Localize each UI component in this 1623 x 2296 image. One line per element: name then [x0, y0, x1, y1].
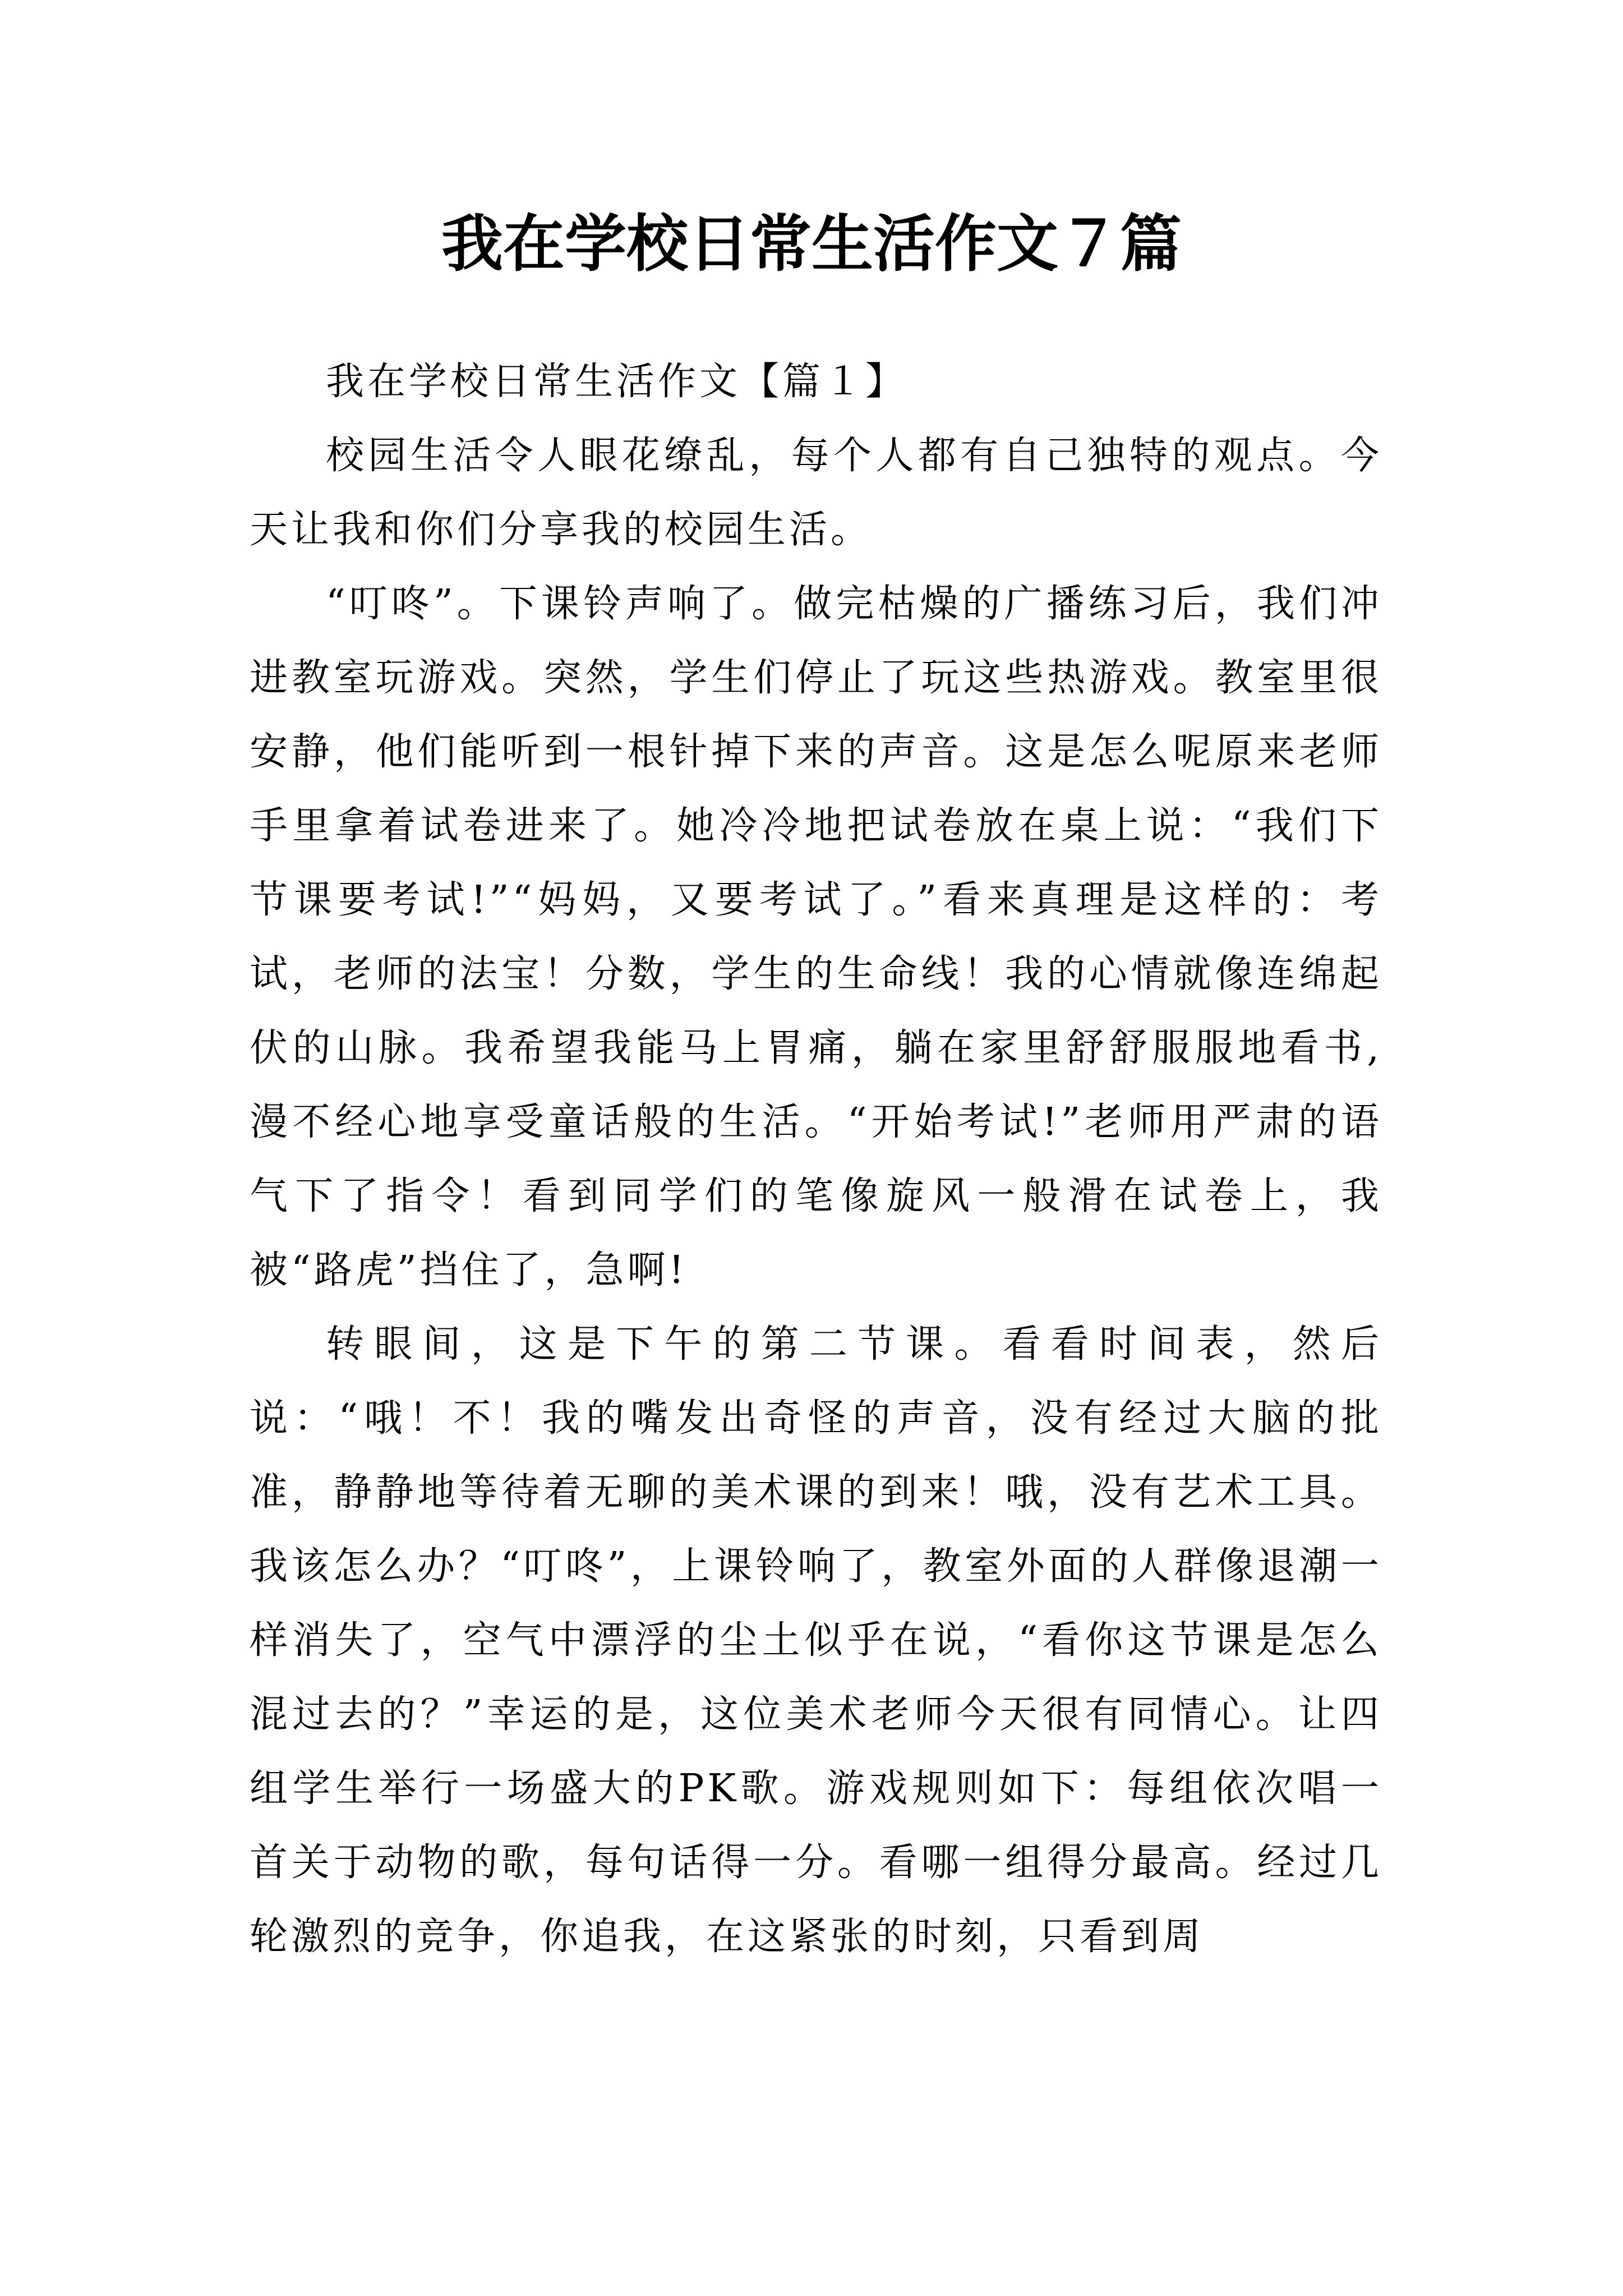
section-heading: 我在学校日常生活作文【篇１】 [326, 360, 907, 404]
document-body [250, 345, 1382, 1974]
paragraph: 转眼间，这是下午的第二节课。看看时间表，然后说：“哦！不！我的嘴发出奇怪的声音，没有经过大脑的批准，静静地等待着无聊的美术课的到来！哦，没有艺术工具。我该怎么办？“叮咚”，上课铃响了，教室外面的人群像退潮一样消失了，空气中漂浮的尘土似乎在说，“看你这节课是怎么混过去的？”幸运的是，这位美术老师今天很有同情心。让四组学生举行一场盛大的PK歌。游戏规则如下：每组依次唱一首关于动物的歌，每句话得一分。看哪一组得分最高。经过几轮激烈的竞争，你追我，在这紧张的时刻，只看到周 [250, 1322, 1382, 1959]
document-title: 我在学校日常生活作文７篇 [441, 208, 1182, 280]
paragraph: 校园生活令人眼花缭乱，每个人都有自己独特的观点。今天让我和你们分享我的校园生活。 [250, 434, 1382, 552]
paragraph: “叮咚”。下课铃声响了。做完枯燥的广播练习后，我们冲进教室玩游戏。突然，学生们停止了玩这些热游戏。教室里很安静，他们能听到一根针掉下来的声音。这是怎么呢原来老师手里拿着试卷进来了。她冷冷地把试卷放在桌上说：“我们下节课要考试!”“妈妈，又要考试了。”看来真理是这样的：考试，老师的法宝！分数，学生的生命线！我的心情就像连绵起伏的山脉。我希望我能马上胃痛，躺在家里舒舒服服地看书,漫不经心地享受童话般的生活。“开始考试!”老师用严肃的语气下了指令！看到同学们的笔像旋风一般滑在试卷上，我被“路虎”挡住了，急啊! [250, 582, 1382, 1292]
